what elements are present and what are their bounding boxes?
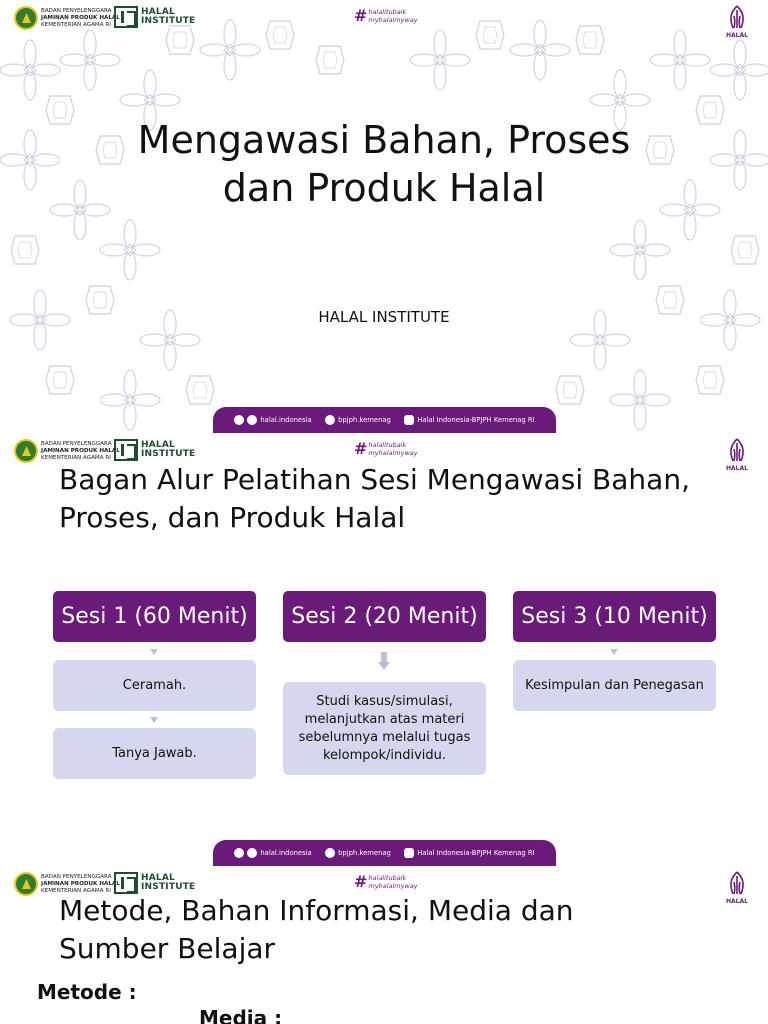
bpjph-line-3: KEMENTERIAN AGAMA RI: [41, 887, 111, 894]
hashtag-line-2: myhalalmyway: [368, 16, 418, 24]
hash-icon: #: [354, 6, 368, 25]
hashtag-line-1: halalitubaik: [368, 874, 407, 882]
footer-instagram-text: halal.indonesia: [260, 849, 312, 857]
social-footer: [213, 407, 556, 433]
slide-methods: [0, 866, 768, 1024]
slide2-title: [59, 461, 739, 537]
halal-institute-line-1: HALAL: [141, 7, 175, 17]
session-1-header: Sesi 1 (60 Menit): [53, 591, 256, 642]
bpjph-line-3: KEMENTERIAN AGAMA RI: [41, 454, 111, 461]
twitter-icon: [325, 415, 335, 425]
halal-institute-mark-icon: [114, 439, 138, 461]
session-1-item-1: Ceramah.: [53, 660, 256, 711]
facebook-icon: [247, 848, 257, 858]
slide1-title-line-1: Mengawasi Bahan, Proses: [137, 118, 631, 162]
session-2-item-1: Studi kasus/simulasi, melanjutkan atas materi sebelumnya melalui tugas kelompok/individu.: [283, 682, 486, 775]
halal-institute-logo: [114, 6, 195, 28]
halal-institute-line-1: HALAL: [141, 440, 175, 450]
halal-institute-line-1: HALAL: [141, 873, 175, 883]
slide1-title-line-2: dan Produk Halal: [222, 166, 546, 210]
arrow-stem: [381, 652, 387, 662]
slide3-title: [59, 892, 739, 968]
bpjph-line-3: KEMENTERIAN AGAMA RI: [41, 21, 111, 28]
arrow-down-icon: [610, 649, 618, 655]
slide-title: [0, 0, 768, 433]
bpjph-line-1: BADAN PENYELENGGARA: [41, 440, 112, 447]
bpjph-line-2: JAMINAN PRODUK HALAL: [41, 447, 120, 454]
arrow-down-icon: [150, 717, 158, 723]
footer-youtube-text: Halal Indonesia-BPJPH Kemenag RI: [417, 849, 535, 857]
hashtag-logo: [354, 8, 418, 24]
slide3-title-line-1: Metode, Bahan Informasi, Media dan: [59, 894, 574, 927]
slide2-title-line-1: Bagan Alur Pelatihan Sesi Mengawasi Bahan,: [59, 463, 690, 496]
footer-instagram-text: halal.indonesia: [260, 416, 312, 424]
halal-institute-line-2: INSTITUTE: [141, 16, 196, 26]
slide1-title: [84, 116, 684, 212]
media-label: Media :: [199, 1006, 283, 1024]
bpjph-line-2: JAMINAN PRODUK HALAL: [41, 14, 120, 21]
metode-label: Metode :: [37, 980, 137, 1004]
halal-wayang-icon: [725, 4, 749, 32]
bpjph-line-1: BADAN PENYELENGGARA: [41, 873, 112, 880]
halal-institute-line-2: INSTITUTE: [141, 882, 196, 892]
bpjph-logo: [14, 6, 120, 30]
halal-institute-logo: [114, 439, 195, 461]
instagram-icon: [234, 848, 244, 858]
hashtag-logo: [354, 441, 418, 457]
slide-flowchart: [0, 433, 768, 866]
halal-indonesia-logo: [722, 4, 752, 44]
slide2-title-line-2: Proses, dan Produk Halal: [59, 501, 406, 534]
bpjph-line-2: JAMINAN PRODUK HALAL: [41, 880, 120, 887]
batik-pattern-background: [0, 0, 768, 433]
halal-institute-line-2: INSTITUTE: [141, 449, 196, 459]
slide3-title-line-2: Sumber Belajar: [59, 932, 276, 965]
twitter-icon: [325, 848, 335, 858]
social-footer: [213, 840, 556, 866]
session-3-item-1: Kesimpulan dan Penegasan: [513, 660, 716, 711]
halal-institute-logo: [114, 872, 195, 894]
youtube-icon: [404, 415, 414, 425]
session-1-item-2: Tanya Jawab.: [53, 728, 256, 779]
arrow-down-icon: [150, 649, 158, 655]
halal-logo-text: HALAL: [726, 898, 748, 905]
hashtag-line-2: myhalalmyway: [368, 882, 418, 890]
footer-twitter-text: bpjph.kemenag: [338, 849, 391, 857]
header: [0, 4, 768, 44]
bpjph-logo: [14, 439, 120, 463]
session-3-header: Sesi 3 (10 Menit): [513, 591, 716, 642]
footer-twitter-text: bpjph.kemenag: [338, 416, 391, 424]
hashtag-line-1: halalitubaik: [368, 8, 407, 16]
halal-logo-text: HALAL: [726, 32, 748, 39]
instagram-icon: [234, 415, 244, 425]
kemenag-emblem-icon: [14, 439, 38, 463]
hashtag-line-2: myhalalmyway: [368, 449, 418, 457]
session-2-header: Sesi 2 (20 Menit): [283, 591, 486, 642]
halal-institute-mark-icon: [114, 872, 138, 894]
facebook-icon: [247, 415, 257, 425]
hash-icon: #: [354, 439, 368, 458]
kemenag-emblem-icon: [14, 872, 38, 896]
hash-icon: #: [354, 872, 368, 891]
kemenag-emblem-icon: [14, 6, 38, 30]
youtube-icon: [404, 848, 414, 858]
bpjph-line-1: BADAN PENYELENGGARA: [41, 7, 112, 14]
hashtag-line-1: halalitubaik: [368, 441, 407, 449]
halal-logo-text: HALAL: [726, 465, 748, 472]
hashtag-logo: [354, 874, 418, 890]
slide1-subtitle: HALAL INSTITUTE: [318, 308, 450, 326]
arrow-down-icon: [378, 662, 390, 670]
footer-youtube-text: Halal Indonesia-BPJPH Kemenag RI: [417, 416, 535, 424]
halal-institute-mark-icon: [114, 6, 138, 28]
